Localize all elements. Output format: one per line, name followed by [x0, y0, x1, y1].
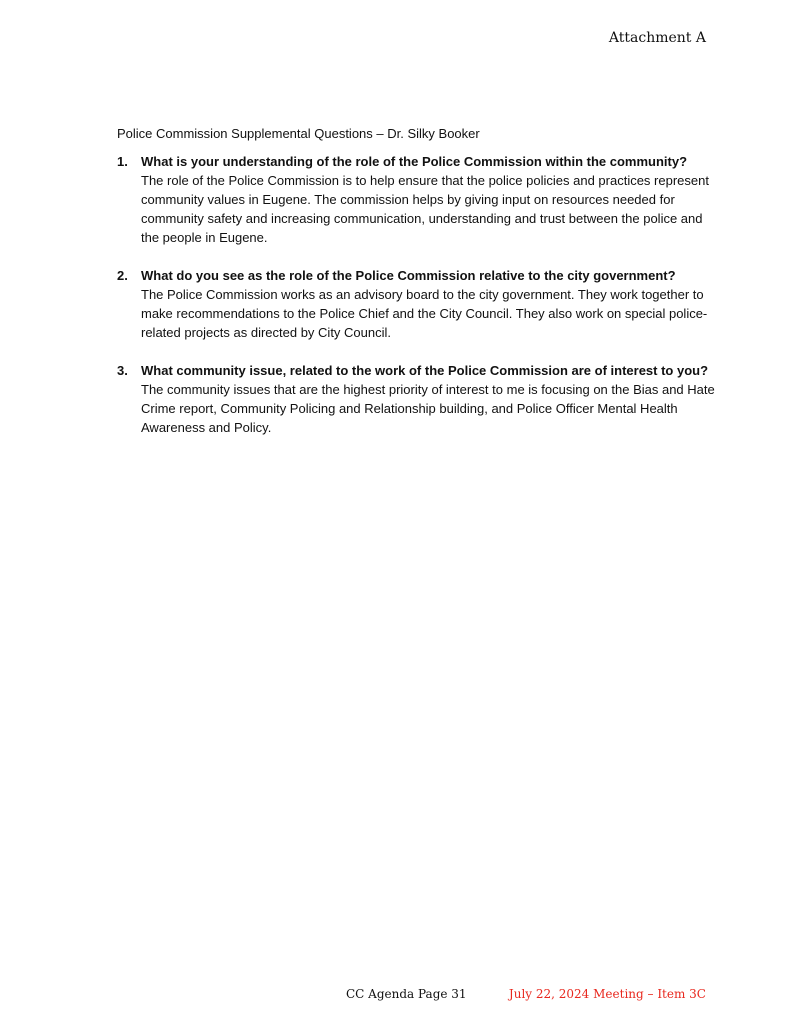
question-text: What do you see as the role of the Police Commission relative to the city government?	[141, 268, 676, 283]
question-number: 1.	[117, 154, 128, 169]
answer-text: The role of the Police Commission is to help ensure that the police policies and practices represent community values in Eugene. The commission helps by giving input on resources needed for community safety and increasing communication, understanding and trust between the police and the people in Eugene.	[141, 173, 709, 245]
attachment-label: Attachment A	[608, 30, 706, 46]
question-text: What community issue, related to the work of the Police Commission are of interest to you?	[141, 363, 709, 378]
question-item	[117, 152, 717, 247]
answer-text: The community issues that are the highest priority of interest to me is focusing on the Bias and Hate Crime report, Community Policing and Relationship building, and Police Officer Mental Health Awareness and Policy.	[141, 382, 715, 435]
question-number: 3.	[117, 363, 128, 378]
question-list	[117, 152, 717, 437]
question-number: 2.	[117, 268, 128, 283]
question-item	[117, 361, 717, 437]
document-body	[117, 124, 717, 456]
agenda-page-number: CC Agenda Page 31	[346, 987, 467, 1001]
question-item	[117, 266, 717, 342]
document-title: Police Commission Supplemental Questions – Dr. Silky Booker	[117, 126, 480, 141]
answer-text: The Police Commission works as an advisory board to the city government. They work together to make recommendations to the Police Chief and the City Council. They also work on special police-related projects as directed by City Council.	[141, 287, 708, 340]
question-text: What is your understanding of the role of the Police Commission within the community?	[141, 154, 688, 169]
meeting-item-label: July 22, 2024 Meeting – Item 3C	[508, 987, 706, 1001]
